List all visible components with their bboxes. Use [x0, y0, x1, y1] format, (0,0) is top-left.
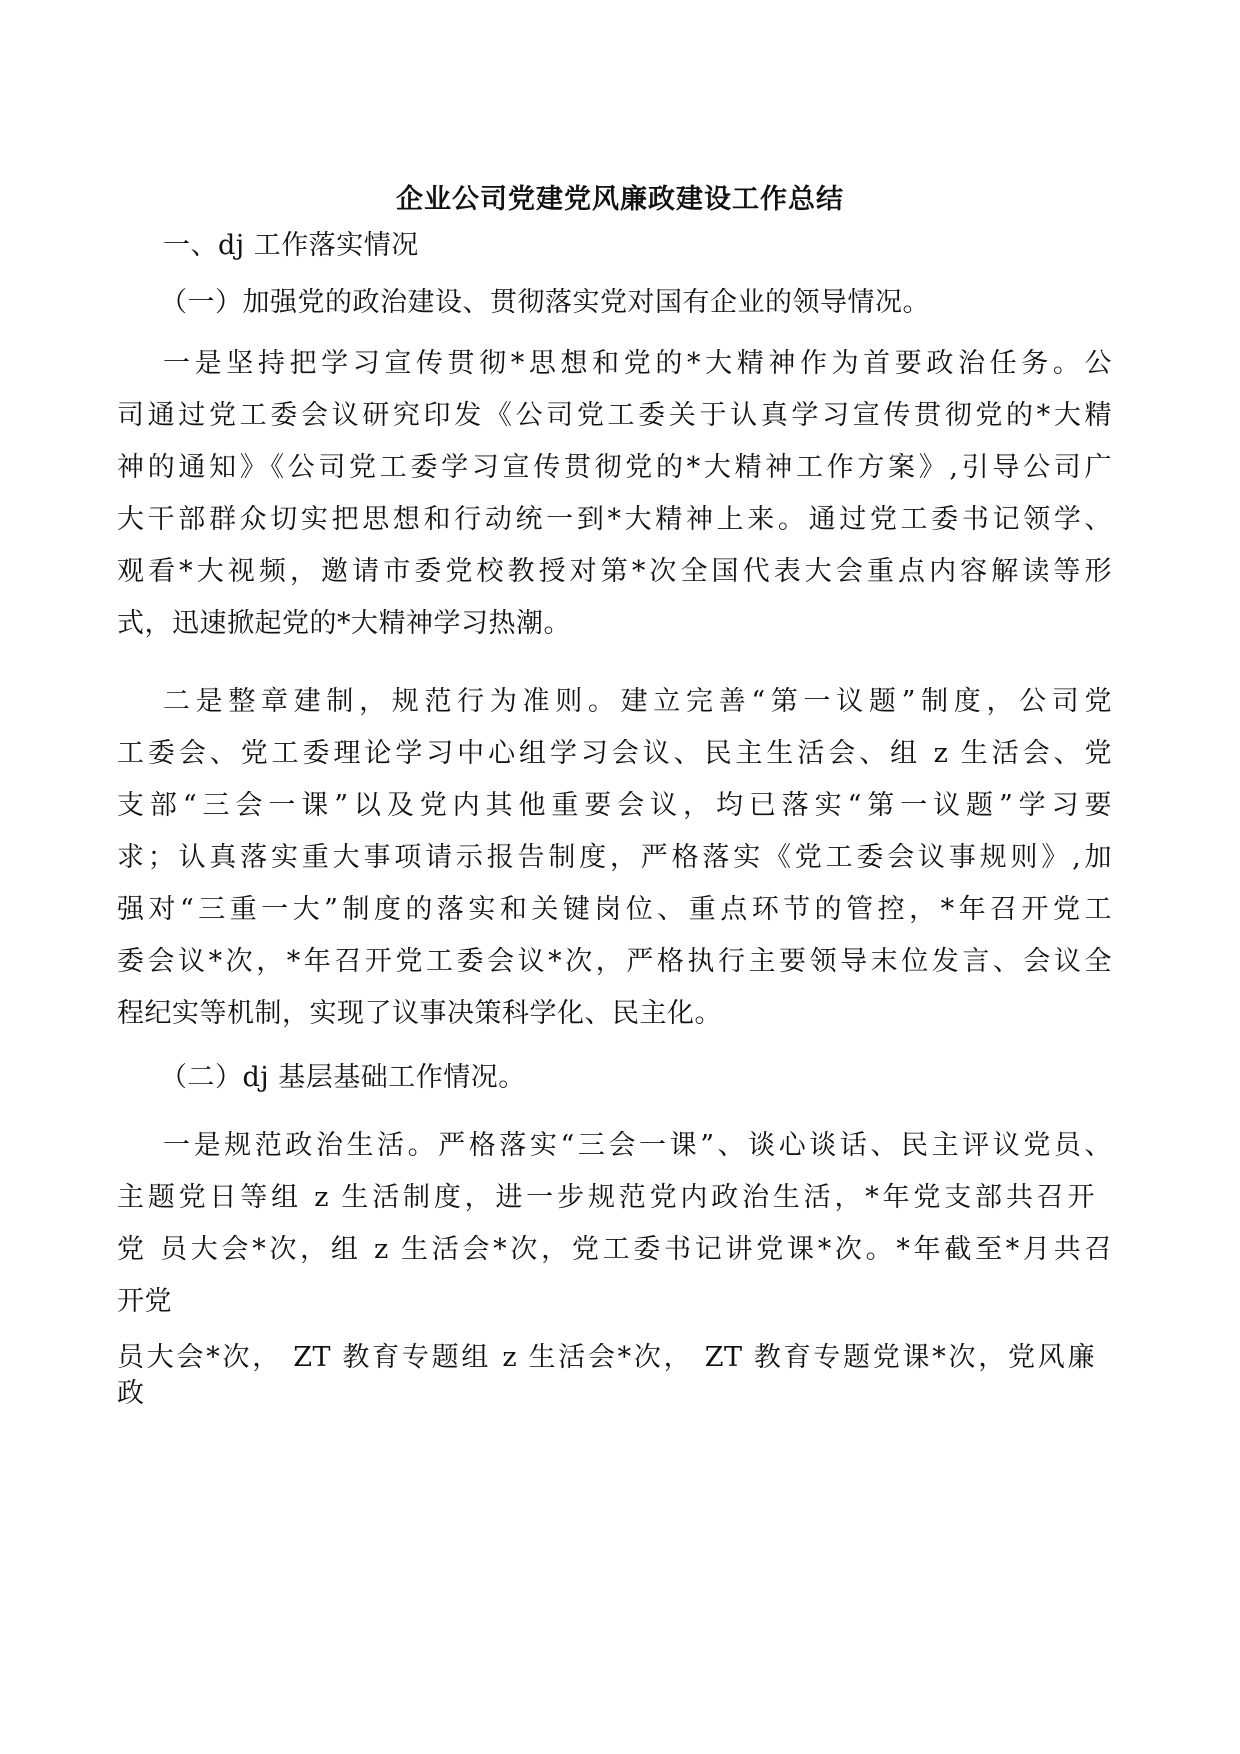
paragraph-line: 委会议*次，*年召开党工委会议*次，严格执行主要领导末位发言、会议全	[117, 946, 1112, 977]
paragraph-line: 党 员大会*次，组 z 生活会*次，党工委书记讲党课*次。*年截至*月共召	[117, 1234, 1112, 1265]
paragraph-line: 二是整章建制，规范行为准则。建立完善“第一议题”制度，公司党	[163, 686, 1112, 717]
paragraph-line: 支部“三会一课”以及党内其他重要会议，均已落实“第一议题”学习要	[117, 790, 1112, 821]
paragraph-line: 观看*大视频，邀请市委党校教授对第*次全国代表大会重点内容解读等形	[117, 556, 1112, 587]
paragraph-line: 司通过党工委会议研究印发《公司党工委关于认真学习宣传贯彻党的*大精	[117, 400, 1112, 431]
paragraph-line: 一是坚持把学习宣传贯彻*思想和党的*大精神作为首要政治任务。公	[163, 348, 1112, 379]
paragraph-line: 工委会、党工委理论学习中心组学习会议、民主生活会、组 z 生活会、党	[117, 738, 1112, 769]
paragraph-line: 大干部群众切实把思想和行动统一到*大精神上来。通过党工委书记领学、	[117, 504, 1112, 535]
paragraph-line: 强对“三重一大”制度的落实和关键岗位、重点环节的管控，*年召开党工	[117, 894, 1112, 925]
paragraph-line: 求；认真落实重大事项请示报告制度，严格落实《党工委会议事规则》,加	[117, 842, 1112, 873]
paragraph-line: 主题党日等组 z 生活制度，进一步规范党内政治生活，*年党支部共召开	[117, 1182, 1095, 1213]
paragraph-line: 式，迅速掀起党的*大精神学习热潮。	[117, 608, 571, 639]
paragraph-line: 神的通知》《公司党工委学习宣传贯彻党的*大精神工作方案》,引导公司广	[117, 452, 1112, 483]
subsection-heading: （一）加强党的政治建设、贯彻落实党对国有企业的领导情况。	[160, 287, 930, 318]
paragraph-line: 程纪实等机制，实现了议事决策科学化、民主化。	[117, 998, 722, 1029]
section-heading: 一、dj 工作落实情况	[163, 230, 419, 261]
paragraph-line: 开党	[117, 1286, 172, 1317]
paragraph-line: 一是规范政治生活。严格落实“三会一课”、谈心谈话、民主评议党员、	[163, 1130, 1112, 1161]
paragraph-line: 员大会*次， ZT 教育专题组 z 生活会*次， ZT 教育专题党课*次，党风廉	[117, 1342, 1095, 1373]
paragraph-line: 政	[117, 1378, 145, 1409]
subsection-heading: （二）dj 基层基础工作情况。	[160, 1062, 526, 1093]
document-title: 企业公司党建党风廉政建设工作总结	[396, 184, 844, 215]
